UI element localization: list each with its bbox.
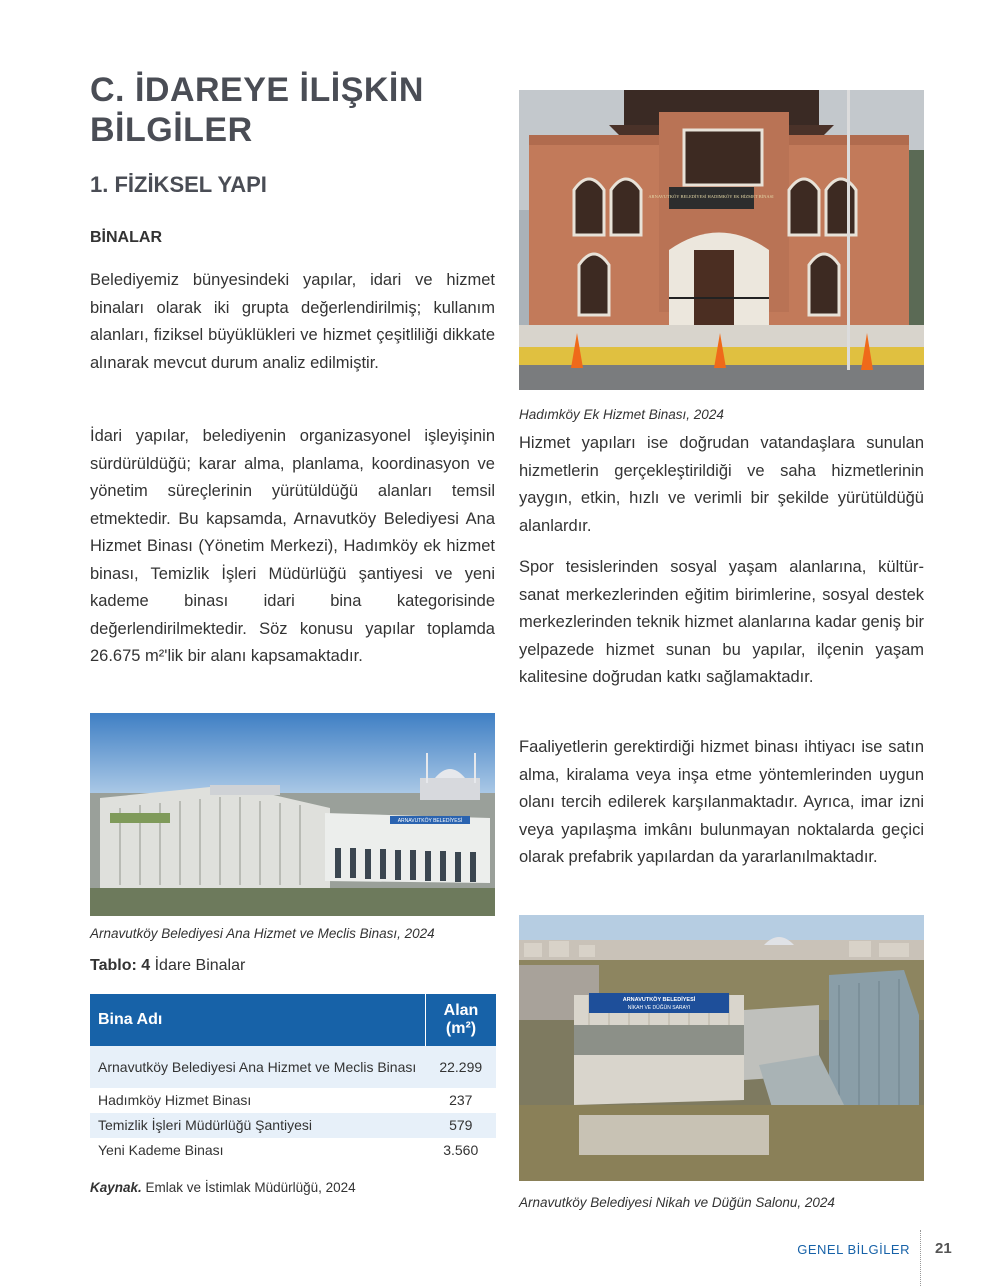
column-header-name: Bina Adı bbox=[90, 994, 426, 1046]
page-number: 21 bbox=[935, 1240, 952, 1257]
cell-area: 579 bbox=[426, 1113, 497, 1138]
main-sign-text: ARNAVUTKÖY BELEDİYESİ bbox=[397, 818, 463, 824]
caption-main-building: Arnavutköy Belediyesi Ana Hizmet ve Meclis Binası, 2024 bbox=[90, 926, 435, 941]
cell-area: 22.299 bbox=[426, 1046, 497, 1088]
table-row bbox=[90, 1138, 496, 1163]
table-row bbox=[90, 1088, 496, 1113]
main-building-photo bbox=[90, 713, 495, 916]
wedding-hall-photo bbox=[519, 915, 924, 1181]
source-label: Kaynak. bbox=[90, 1180, 142, 1195]
column-header-area bbox=[426, 994, 497, 1046]
cell-building-name: Hadımköy Hizmet Binası bbox=[98, 1092, 252, 1108]
wedding-sign-line-2: NİKAH VE DÜĞÜN SARAYI bbox=[627, 1005, 691, 1011]
paragraph-faaliyet: Faaliyetlerin gerektirdiği hizmet binası ihtiyacı ise satın alma, kiralama veya inşa etme yöntemlerinden uygun olanı tercih edilerek karşılanmaktadır. Ayrıca, imar izni veya yapılaşma imkânı bulunmayan noktalarda geçici olarak prefabrik yapılardan da yararlanılmaktadır. bbox=[519, 738, 924, 866]
paragraph-hizmet: Hizmet yapıları ise doğrudan vatandaşlara sunulan hizmetlerin gerçekleştirildiği ve saha hizmetlerinin yaygın, etkin, hızlı ve verimli bir şekilde yürütüldüğü alanlardır. bbox=[519, 434, 924, 535]
paragraph-intro: Belediyemiz bünyesindeki yapılar, idari ve hizmet binaları olarak iki grupta değerlendirilmiş; kullanım alanları, fiziksel büyüklükleri ve hizmet çeşitliliği dikkate alınarak mevcut durum analiz edilmiştir. bbox=[90, 271, 495, 372]
hadimkoy-building-photo bbox=[519, 90, 924, 390]
paragraph-idari: İdari yapılar, belediyenin organizasyonel işleyişinin sürdürüldüğü; karar alma, planlama, koordinasyon ve yönetim süreçlerinin yürütüldüğü alanları temsil etmektedir. Bu kapsamda, Arnavutköy Belediyesi Ana Hizmet Binası (Yönetim Merkezi), Hadımköy ek hizmet binası, Temizlik İşleri Müdürlüğü şantiyesi ve yeni kademe binası idari bina kategorisinde değerlendirilmektedir. Söz konusu yapılar toplamda 26.675 m²'lik bir alanı kapsamaktadır. bbox=[90, 427, 495, 665]
cell-building-name: Arnavutköy Belediyesi Ana Hizmet ve Meclis Binası bbox=[90, 1046, 426, 1088]
source-text: Emlak ve İstimlak Müdürlüğü, 2024 bbox=[145, 1180, 356, 1195]
buildings-table bbox=[90, 994, 496, 1163]
cell-area: 237 bbox=[449, 1092, 473, 1108]
table-header-row bbox=[90, 994, 496, 1046]
paragraph-spor: Spor tesislerinden sosyal yaşam alanlarına, kültür-sanat merkezlerinden eğitim birimlerine, sosyal destek merkezlerinden teknik hizmet alanlarına kadar geniş bir yelpazede hizmet sunan bu yapılar, ilçenin yaşam kalitesine doğrudan katkı sağlamaktadır. bbox=[519, 558, 924, 686]
table-label: Tablo: 4 bbox=[90, 957, 151, 974]
title-line-2: BİLGİLER bbox=[90, 111, 253, 149]
area-header-line-1: Alan bbox=[443, 1002, 479, 1019]
title-line-1: C. İDAREYE İLİŞKİN bbox=[90, 71, 424, 109]
section-label-binalar: BİNALAR bbox=[90, 229, 162, 246]
section-subtitle: 1. FİZİKSEL YAPI bbox=[90, 172, 267, 197]
area-header-line-2: (m²) bbox=[445, 1020, 477, 1037]
cell-area: 3.560 bbox=[443, 1142, 479, 1158]
table-source bbox=[90, 1180, 356, 1195]
table-title-text: İdare Binalar bbox=[154, 957, 246, 974]
table-title bbox=[90, 957, 245, 975]
table-row bbox=[90, 1046, 496, 1088]
caption-wedding-hall: Arnavutköy Belediyesi Nikah ve Düğün Salonu, 2024 bbox=[519, 1195, 835, 1210]
wedding-sign-line-1: ARNAVUTKÖY BELEDİYESİ bbox=[622, 997, 696, 1003]
cell-building-name: Temizlik İşleri Müdürlüğü Şantiyesi bbox=[90, 1113, 426, 1138]
caption-hadimkoy: Hadımköy Ek Hizmet Binası, 2024 bbox=[519, 407, 724, 422]
page-title bbox=[90, 70, 490, 150]
hadimkoy-sign-text: ARNAVUTKÖY BELEDİYESİ HADIMKÖY EK HİZMET BİNASI bbox=[648, 194, 774, 199]
footer-divider bbox=[920, 1230, 922, 1286]
cell-building-name: Yeni Kademe Binası bbox=[98, 1142, 224, 1158]
footer-section-label: GENEL BİLGİLER bbox=[797, 1242, 910, 1257]
table-row bbox=[90, 1113, 496, 1138]
